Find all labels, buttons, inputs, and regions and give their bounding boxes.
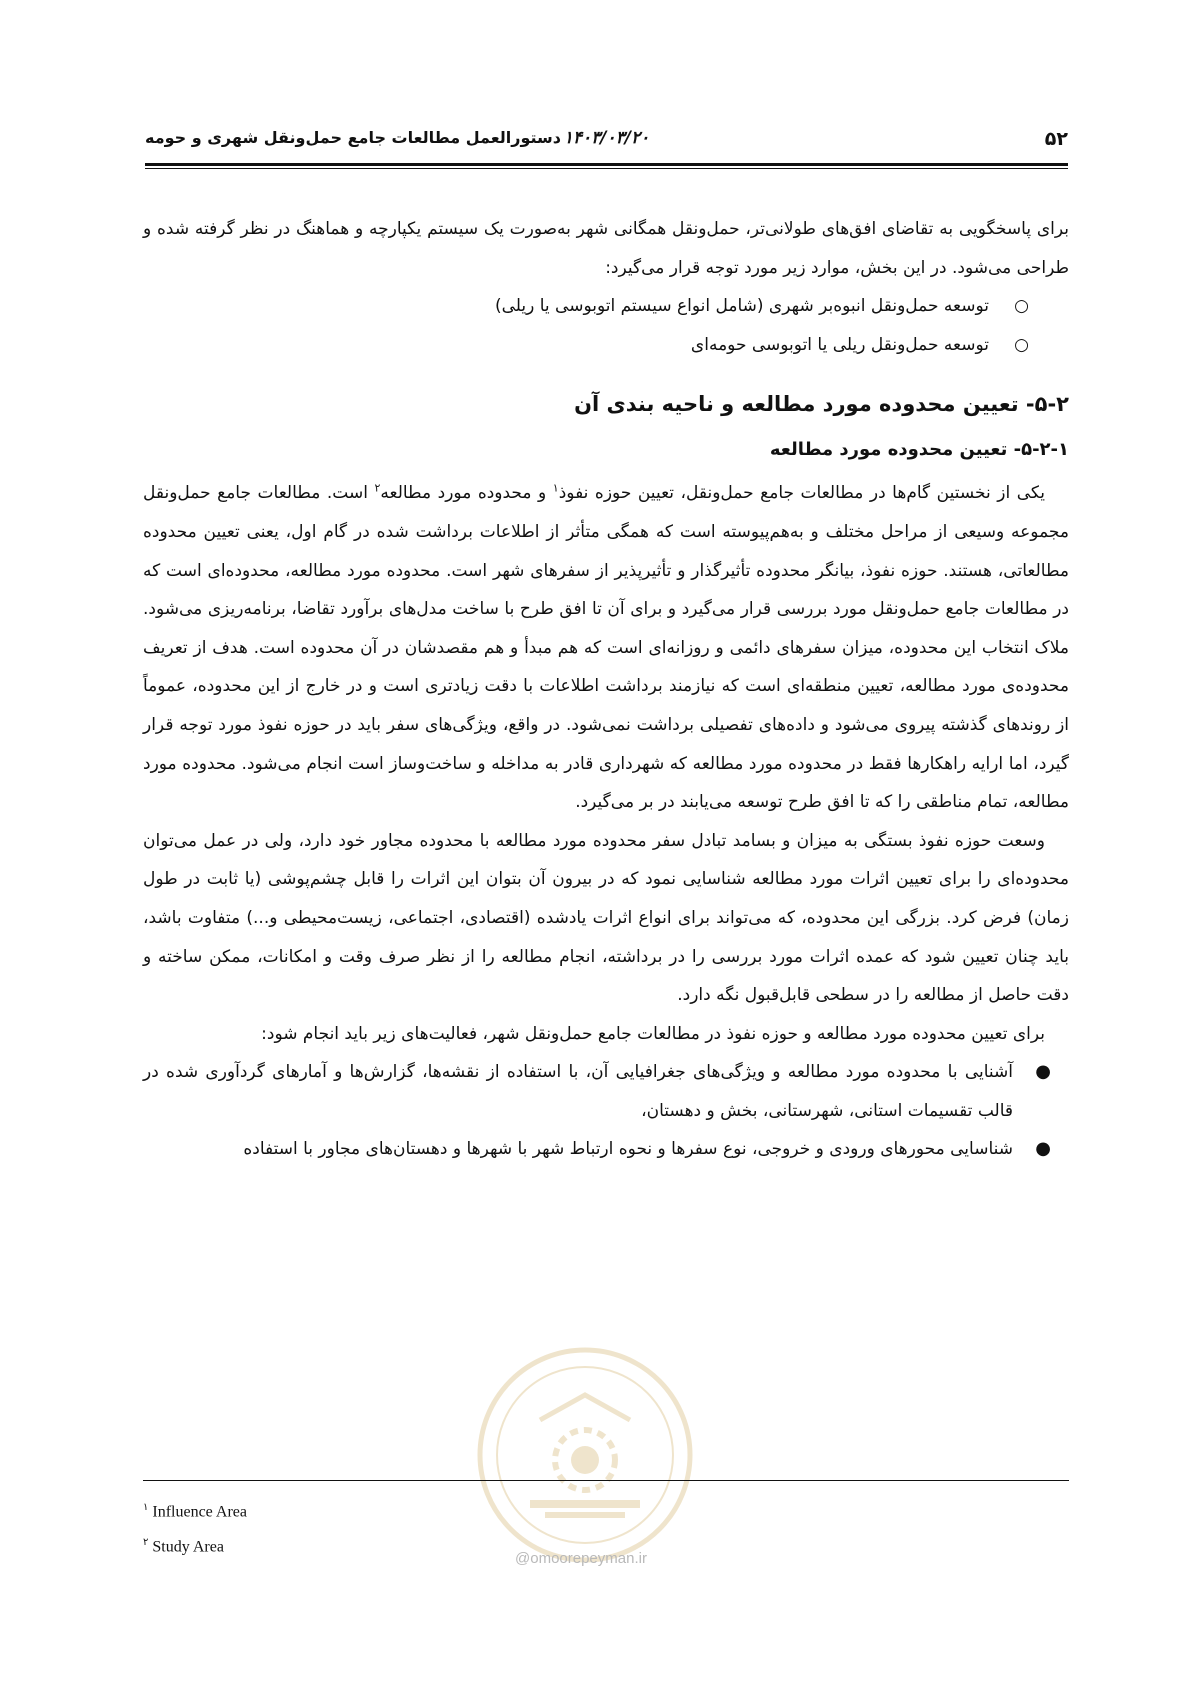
intro-list	[143, 287, 1069, 364]
page-header	[145, 128, 1068, 162]
body-paragraph-3: برای تعیین محدوده مورد مطالعه و حوزه نفوذ در مطالعات جامع حمل‌ونقل شهر، فعالیت‌های زیر باید انجام شود:	[261, 1023, 1045, 1044]
circle-bullet-icon: ○	[1014, 334, 1029, 355]
list-item-text: شناسایی محورهای ورودی و خروجی، نوع سفرها و نحوه ارتباط شهر با شهرها و دهستان‌های مجاور با استفاده	[243, 1139, 1013, 1160]
intro-paragraph: برای پاسخگویی به تقاضای افق‌های طولانی‌تر، حمل‌ونقل همگانی شهر به‌صورت یک سیستم یکپارچه و هماهنگ در نظر گرفته شده و طراحی می‌شود. در این بخش، موارد زیر مورد توجه قرار می‌گیرد:	[143, 219, 1069, 278]
header-title: دستورالعمل مطالعات جامع حمل‌ونقل شهری و حومه	[145, 128, 561, 147]
bullet-icon: ●	[1035, 1138, 1051, 1160]
header-rule-thin	[145, 168, 1068, 169]
page-number: ۵۲	[1044, 128, 1068, 150]
bullet-icon: ●	[1035, 1061, 1051, 1083]
footnote-item	[143, 1527, 247, 1562]
circle-bullet-icon: ○	[1014, 296, 1029, 317]
subsection-heading: ۵-۲-۱- تعیین محدوده مورد مطالعه	[769, 439, 1069, 461]
paragraph-text: است. مطالعات جامع حمل‌ونقل مجموعه وسیعی از مراحل مختلف و به‌هم‌پیوسته است که همگی متأثر از اطلاعات برداشت شده در گام اول، یعنی تعیین محدوده مطالعاتی، هستند. حوزه نفوذ، بیانگر محدوده تأثیرگذار و تأثیرپذیر از سفرهای شهر است. محدوده مورد مطالعه، محدوده‌ای است که در مطالعات جامع حمل‌ونقل مورد بررسی قرار می‌گیرد و برای آن تا افق طرح با ساخت مدل‌های برآورد تقاضا، برنامه‌ریزی می‌شود. ملاک انتخاب این محدوده، میزان سفرهای دائمی و روزانه‌ای است که هم مبدأ و هم مقصدشان در آن محدوده است. هدف از تعریف محدوده‌ی مورد مطالعه، تعیین منطقه‌ای است که نیازمند برداشت اطلاعات با دقت زیادتری است و در خارج از این محدوده، عموماً از روندهای گذشته پیروی می‌شود و داده‌های تفصیلی برداشت نمی‌شود. در واقع، ویژگی‌های سفر باید در حوزه نفوذ مورد توجه قرار گیرد، اما ارایه راهکارها فقط در محدوده مورد مطالعه که شهرداری قادر به مداخله و ساخت‌وساز است انجام می‌شود. محدوده مورد مطالعه، تمام مناطقی را که تا افق طرح توسعه می‌یابند در بر می‌گیرد.	[143, 483, 1069, 813]
footnote-number: ۲	[143, 1537, 149, 1549]
list-item-text: توسعه حمل‌ونقل ریلی یا اتوبوسی حومه‌ای	[690, 334, 989, 355]
footnote-text: Influence Area	[152, 1503, 247, 1521]
list-item	[143, 326, 1069, 365]
footnote-item	[143, 1492, 247, 1527]
body-paragraph-2: وسعت حوزه نفوذ بستگی به میزان و بسامد تبادل سفر محدوده مورد مطالعه با محدوده مجاور خود دارد، ولی در عمل می‌توان محدوده‌ای را برای تعیین اثرات مورد مطالعه شناسایی نمود که در بیرون آن بتوان این اثرات را قابل چشم‌پوشی (یا ثابت در طول زمان) فرض کرد. بزرگی این محدوده، که می‌تواند برای انواع اثرات یادشده (اقتصادی، اجتماعی، زیست‌محیطی و...) متفاوت باشد، باید چنان تعیین شود که عمده اثرات مورد بررسی را در برداشته، انجام مطالعه را از نظر صرف وقت و امکانات، ممکن ساخته و دقت حاصل از مطالعه را در سطحی قابل‌قبول نگه دارد.	[143, 830, 1069, 1006]
body-paragraph-1	[143, 474, 1069, 821]
list-item	[143, 1053, 1069, 1130]
list-item	[143, 287, 1069, 326]
paragraph-text: و محدوده مورد مطالعه	[380, 483, 553, 504]
activities-list	[143, 1053, 1069, 1169]
paragraph-text: یکی از نخستین گام‌ها در مطالعات جامع حمل‌ونقل، تعیین حوزه نفوذ	[558, 483, 1045, 504]
footnote-ref-2[interactable]: ۲	[374, 481, 381, 495]
footnote-text: Study Area	[152, 1538, 224, 1556]
footnote-ref-1[interactable]: ۱	[552, 481, 559, 495]
page-body	[143, 210, 1069, 1169]
list-item	[143, 1130, 1069, 1169]
footnote-rule	[143, 1480, 1069, 1481]
footnotes	[143, 1492, 247, 1563]
section-heading: ۵-۲- تعیین محدوده مورد مطالعه و ناحیه بندی آن	[574, 392, 1069, 417]
list-item-text: آشنایی با محدوده مورد مطالعه و ویژگی‌های جغرافیایی آن، با استفاده از نقشه‌ها، گزارش‌ها و آمارهای گردآوری شده در قالب تقسیمات استانی، شهرستانی، بخش و دهستان،	[143, 1062, 1013, 1121]
footnote-number: ۱	[143, 1502, 149, 1513]
watermark-url: @omoorepeyman.ir	[515, 1550, 647, 1567]
list-item-text: توسعه حمل‌ونقل انبوه‌بر شهری (شامل انواع سیستم اتوبوسی یا ریلی)	[494, 296, 989, 317]
header-rule-thick	[145, 163, 1068, 166]
header-date: ۱۴۰۳/۰۳/۲۰	[563, 128, 650, 148]
watermark-seal-icon	[470, 1340, 700, 1570]
